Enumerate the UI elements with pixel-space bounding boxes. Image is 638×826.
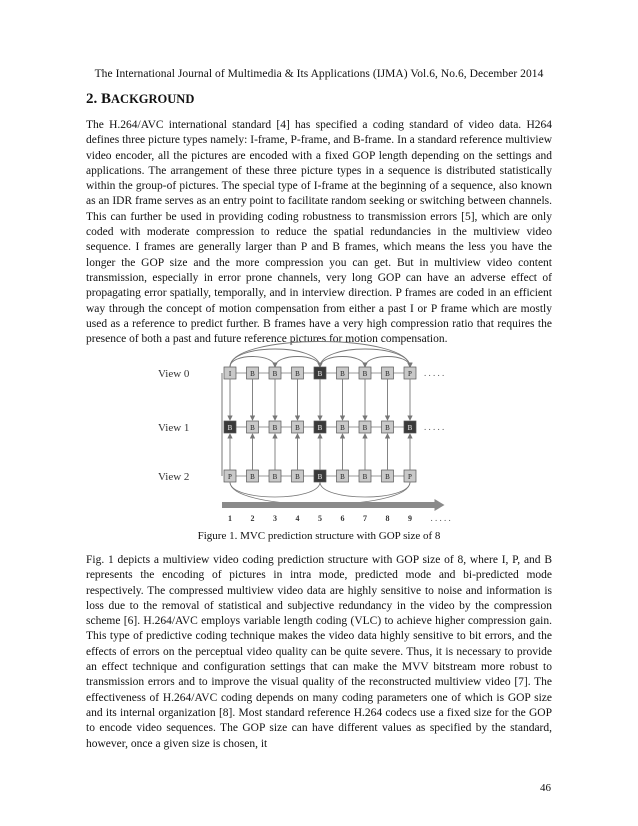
page-number: 46 (540, 782, 551, 794)
prediction-arc-0 (230, 342, 410, 368)
frame-label-1-2: B (272, 424, 278, 432)
frame-label-1-1: B (250, 424, 255, 432)
running-head: The International Journal of Multimedia & Its Applications (IJMA) Vol.6, No.6, December 2014 (94, 68, 544, 80)
frame-label-0-1: B (250, 370, 255, 378)
view-1-ellipsis: . . . . . (424, 422, 445, 432)
prediction-arc-2 (320, 349, 410, 367)
section-heading-number: 2. B (86, 91, 112, 107)
frame-label-2-5: B (340, 473, 345, 481)
time-tick-8: 9 (408, 514, 412, 523)
frame-label-2-8: P (408, 473, 412, 481)
prediction-arc-4 (275, 357, 320, 368)
frame-label-1-0: B (227, 424, 233, 432)
frame-label-1-8: B (407, 424, 413, 432)
prediction-arc-6 (365, 357, 410, 368)
frame-label-1-5: B (340, 424, 345, 432)
time-tick-4: 5 (318, 514, 322, 523)
mvc-prediction-figure (150, 335, 480, 525)
frame-label-0-4: B (317, 370, 323, 378)
view-label-2: View 2 (158, 471, 190, 483)
section-heading-rest: ACKGROUND (111, 92, 195, 106)
frame-label-0-2: B (272, 370, 278, 378)
time-axis-ellipsis: . . . . . (430, 513, 451, 523)
frame-label-0-6: B (362, 370, 368, 378)
frame-label-2-1: B (250, 473, 255, 481)
time-tick-2: 3 (273, 514, 277, 523)
frame-label-2-7: B (385, 473, 390, 481)
prediction-arc-5 (320, 357, 365, 368)
frame-label-1-7: B (385, 424, 390, 432)
frame-label-2-6: B (362, 473, 368, 481)
body-paragraph-2: Fig. 1 depicts a multiview video coding prediction structure with GOP size of 8, where I, P, and B represents the encoding of pictures in intra mode, predicted mode and bi-predicted mode respectively. The compressed multiview video data are highly sensitive to noise and information is loss due to the removal of statistical and subjective redundancy in the video by the compression scheme [6]. H.264/AVC employs variable length coding (VLC) to achieve higher compression gain. This type of predictive coding technique makes the video data highly sensitive to bit errors, and the effects of errors on the perceptual video quality can be quite severe. Thus, it is necessary to provide an effect technique and configuration settings that can make the MVV bitstream more robust to transmission errors and to improve the visual quality of the reconstructed multiview video [7]. The effectiveness of H.264/AVC coding depends on many coding parameters one of which is GOP size and its internal organization [8]. Most standard reference H.264 codecs use a fixed size for the GOP to encode video sequences. The GOP size can have different values as specified by the standard, however, once a given size is chosen, it (86, 554, 552, 750)
frame-label-2-2: B (272, 473, 278, 481)
bottom-arc-0 (230, 482, 410, 505)
frame-label-1-3: B (295, 424, 300, 432)
section-heading (86, 91, 194, 108)
frame-label-0-7: B (385, 370, 390, 378)
frame-label-2-4: B (317, 473, 323, 481)
time-tick-3: 4 (295, 514, 300, 523)
time-tick-1: 2 (250, 514, 255, 523)
view-0-ellipsis: . . . . . (424, 368, 445, 378)
prediction-arc-1 (230, 349, 320, 367)
frame-label-0-0: I (228, 370, 232, 378)
time-tick-0: 1 (228, 514, 232, 523)
figure-caption: Figure 1. MVC prediction structure with GOP size of 8 (197, 530, 441, 542)
time-axis-arrowhead (435, 499, 445, 511)
body-paragraph-1: The H.264/AVC international standard [4] has specified a coding standard of video data. H264 defines three picture types namely: I-frame, P-frame, and B-frame. In a standard reference multiview video encoder, all the pictures are encoded with a fixed GOP length depending on the settings and applications. The arrangement of these three picture types in a sequence is distributed statistically within the group-of pictures. The special type of I-frame at the beginning of a sequence, also known as an IDR frame serves as an entry point to facilitate random seeking or switching between channels. This can further be used in providing coding robustness to transmission errors [5], which are only coded with moderate compression to reduce the spatial redundancies in the multiview video sequence. I frames are generally larger than P and B frames, which means the less you have the longer the GOP size and the more compression you can get. But in multiview video content transmission, especially in error prone channels, very long GOP can have an adverse effect of propagating error spatially, temporally, and in interview direction. P frames are coded in an efficient way through the concept of motion compensation from either a past I or P frame which are mostly used as a reference to predict further. B frames have a very high compression ratio that requires the presence of both a past and future reference pictures for motion compensation. (86, 119, 552, 346)
time-axis-bar (222, 502, 435, 508)
frame-label-1-6: B (362, 424, 368, 432)
frame-label-0-8: P (408, 370, 412, 378)
time-tick-7: 8 (385, 514, 390, 523)
view-label-0: View 0 (158, 368, 190, 380)
prediction-arc-3 (230, 357, 275, 368)
frame-label-0-3: B (295, 370, 300, 378)
frame-label-2-0: P (228, 473, 232, 481)
time-tick-5: 6 (340, 514, 345, 523)
frame-label-0-5: B (340, 370, 345, 378)
time-tick-6: 7 (363, 514, 367, 523)
view-label-1: View 1 (158, 422, 190, 434)
mvc-prediction-diagram (150, 335, 480, 525)
frame-label-1-4: B (317, 424, 323, 432)
frame-label-2-3: B (295, 473, 300, 481)
